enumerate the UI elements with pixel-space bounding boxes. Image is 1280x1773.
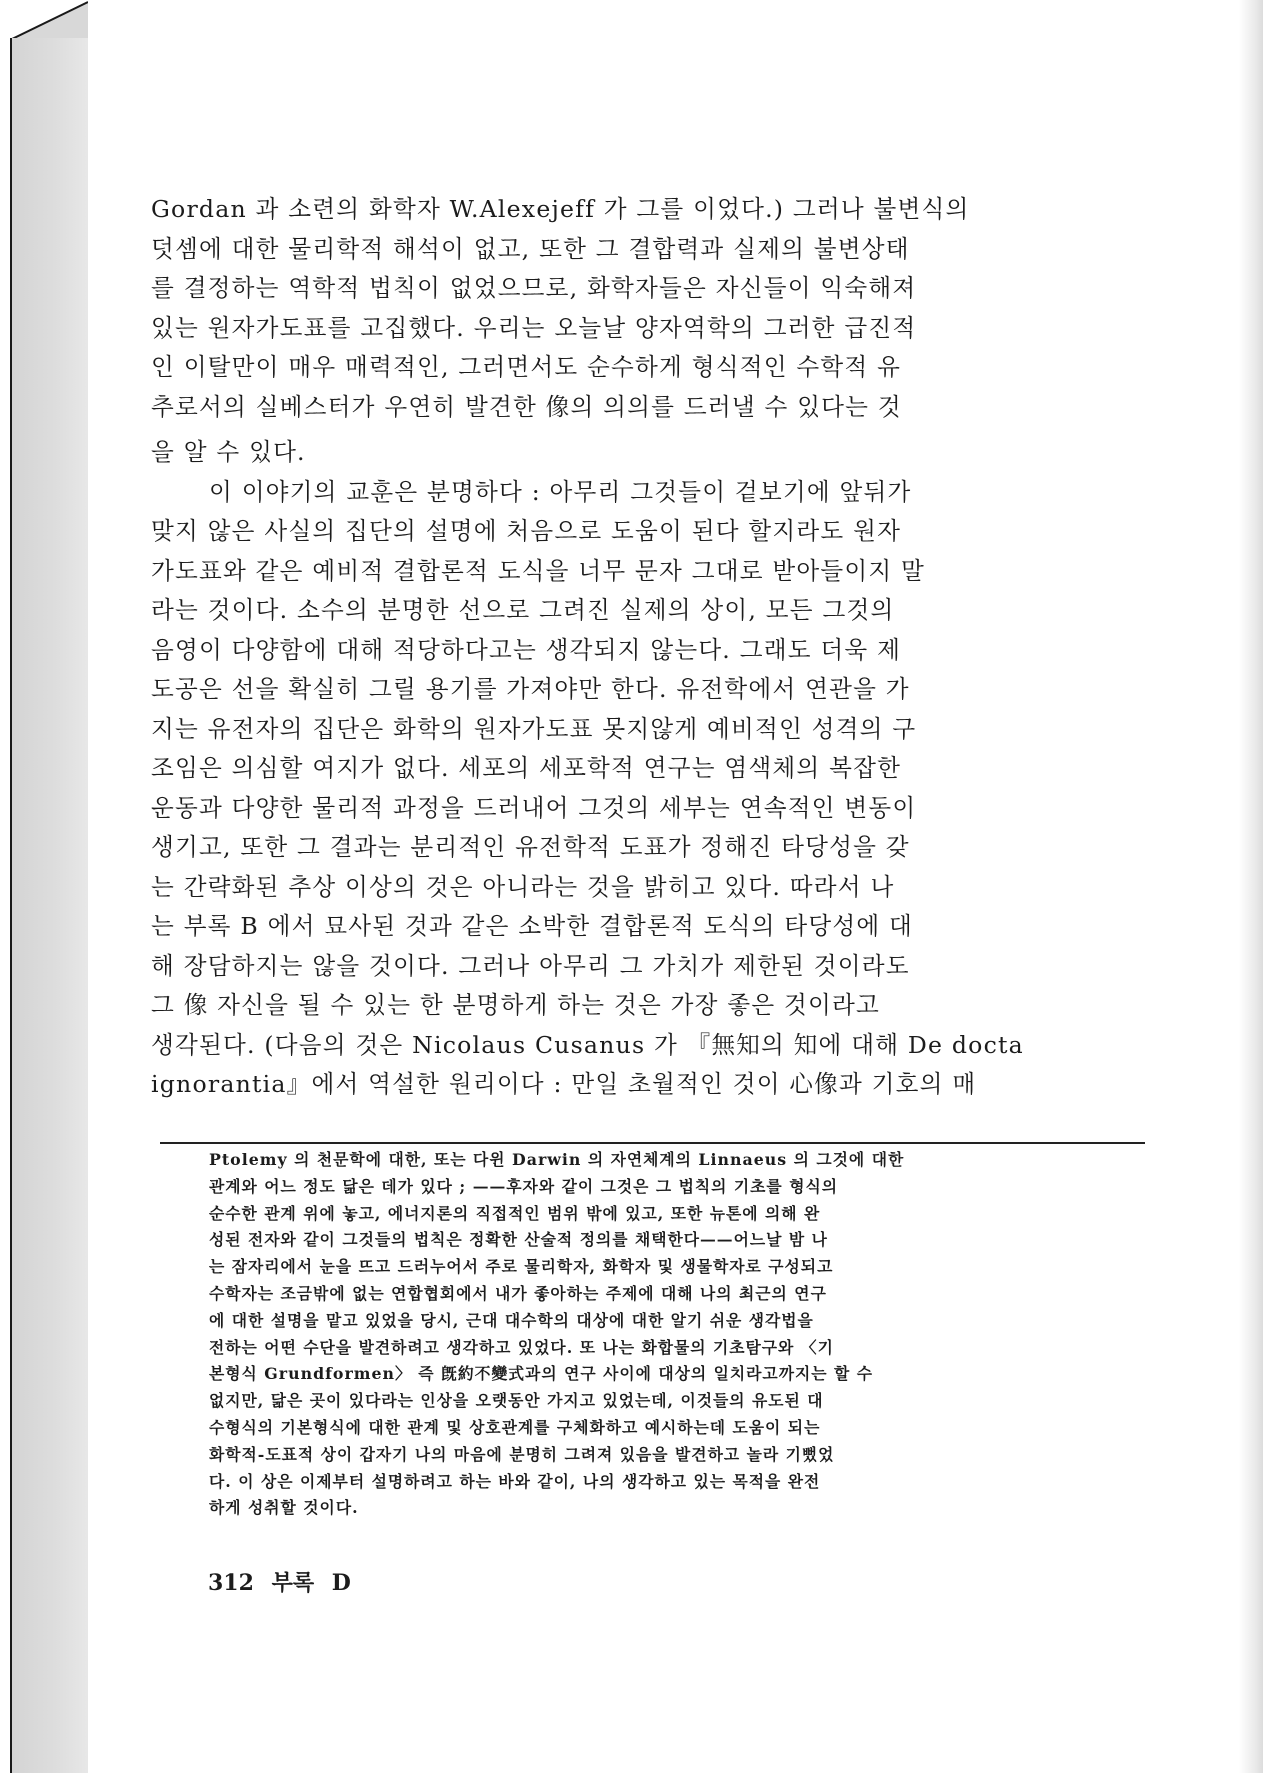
footnote-line: 전하는 어떤 수단을 발견하려고 생각하고 있었다. 또 나는 화합물의 기초탐구와 〈기 [209, 1337, 834, 1357]
body-line: 운동과 다양한 물리적 과정을 드러내어 그것의 세부는 연속적인 변동이 [151, 793, 917, 822]
footnote-line: 수학자는 조금밖에 없는 연합협회에서 내가 좋아하는 주제에 대해 나의 최근의 연구 [209, 1283, 827, 1303]
page-folio [208, 1566, 361, 1597]
footnote-line: 에 대한 설명을 맡고 있었을 당시, 근대 대수학의 대상에 대한 알기 쉬운 생각법을 [209, 1310, 814, 1330]
body-text [151, 190, 1146, 1105]
body-line: 해 장담하지는 않을 것이다. 그러나 아무리 그 가치가 제한된 것이라도 [151, 951, 910, 980]
body-line: 가도표와 같은 예비적 결합론적 도식을 너무 문자 그대로 받아들이지 말 [151, 556, 926, 585]
running-section-label: 부록 [271, 1570, 315, 1596]
body-line: 음영이 다양함에 대해 적당하다고는 생각되지 않는다. 그래도 더욱 제 [151, 635, 902, 664]
book-spine [10, 38, 90, 1773]
body-line: 생각된다. (다음의 것은 Nicolaus Cusanus 가 『無知의 知에 대해 De docta [151, 1030, 1024, 1059]
body-line: 는 간략화된 추상 이상의 것은 아니라는 것을 밝히고 있다. 따라서 나 [151, 872, 895, 901]
body-line: 인 이탈만이 매우 매력적인, 그러면서도 순수하게 형식적인 수학적 유 [151, 353, 902, 381]
page-edge-shadow [1239, 0, 1263, 1773]
body-line: 지는 유전자의 집단은 화학의 원자가도표 못지않게 예비적인 성격의 구 [151, 714, 917, 743]
body-line: 라는 것이다. 소수의 분명한 선으로 그려진 실제의 상이, 모든 그것의 [151, 596, 895, 624]
body-line: 덧셈에 대한 물리학적 해석이 없고, 또한 그 결합력과 실제의 불변상태 [151, 234, 910, 263]
footnote-line: Ptolemy 의 천문학에 대한, 또는 다윈 Darwin 의 자연체계의 Linnaeus 의 그것에 대한 [209, 1150, 905, 1169]
footnote-line: 하게 성취할 것이다. [209, 1498, 359, 1518]
footnote-line: 순수한 관계 위에 놓고, 에너지론의 직접적인 범위 밖에 있고, 또한 뉴톤에 의해 완 [209, 1203, 821, 1223]
body-line: 맞지 않은 사실의 집단의 설명에 처음으로 도움이 된다 할지라도 원자 [151, 517, 902, 545]
body-line: 조임은 의심할 여지가 없다. 세포의 세포학적 연구는 염색체의 복잡한 [151, 754, 902, 782]
body-line: 추로서의 실베스터가 우연히 발견한 像의 의의를 드러낼 수 있다는 것 [151, 392, 902, 421]
body-line: 는 부록 B 에서 묘사된 것과 같은 소박한 결합론적 도식의 타당성에 대 [151, 912, 914, 940]
footnote-line: 본형식 Grundformen〉 즉 旣約不變式과의 연구 사이에 대상의 일치라고까지는 할 수 [209, 1364, 873, 1384]
body-line: 를 결정하는 역학적 법칙이 없었으므로, 화학자들은 자신들이 익숙해져 [151, 274, 917, 302]
footnote-line: 화학적-도표적 상이 갑자기 나의 마음에 분명히 그려져 있음을 발견하고 놀라 기뻤었 [209, 1444, 835, 1464]
book-spine-top [10, 0, 88, 40]
footnote-line: 성된 전자와 같이 그것들의 법칙은 정확한 산술적 정의를 채택한다——어느날 밤 나 [209, 1230, 828, 1250]
footnote-line: 수형식의 기본형식에 대한 관계 및 상호관계를 구체화하고 예시하는데 도움이 되는 [209, 1417, 821, 1437]
footnote-rule [160, 1142, 1145, 1144]
footnote-line: 는 잠자리에서 눈을 뜨고 드러누어서 주로 물리학자, 화학자 및 생물학자로 구성되고 [209, 1257, 834, 1277]
body-line: Gordan 과 소련의 화학자 W.Alexejeff 가 그를 이었다.) 그러나 불변식의 [151, 195, 970, 223]
appendix-letter: D [331, 1570, 351, 1596]
body-line: 도공은 선을 확실히 그릴 용기를 가져야만 한다. 유전학에서 연관을 가 [151, 675, 910, 703]
page-number: 312 [208, 1570, 254, 1596]
footnote-line: 없지만, 닮은 곳이 있다라는 인상을 오랫동안 가지고 있었는데, 이것들의 유도된 대 [209, 1391, 824, 1411]
paragraph-start-line: 이 이야기의 교훈은 분명하다 : 아무리 그것들이 겉보기에 앞뒤가 [209, 477, 912, 506]
footnote-line: 관계와 어느 정도 닮은 데가 있다 ; ——후자와 같이 그것은 그 법칙의 기초를 형식의 [209, 1176, 838, 1196]
body-line: 있는 원자가도표를 고집했다. 우리는 오늘날 양자역학의 그러한 급진적 [151, 313, 917, 342]
footnote-text [209, 1147, 1149, 1522]
body-line: ignorantia』에서 역설한 원리이다 : 만일 초월적인 것이 心像과 기호의 매 [151, 1070, 977, 1098]
body-line: 그 像 자신을 될 수 있는 한 분명하게 하는 것은 가장 좋은 것이라고 [151, 991, 880, 1019]
body-line: 을 알 수 있다. [151, 438, 306, 466]
footnote-line: 다. 이 상은 이제부터 설명하려고 하는 바와 같이, 나의 생각하고 있는 목적을 완전 [209, 1471, 821, 1491]
body-line: 생기고, 또한 그 결과는 분리적인 유전학적 도표가 정해진 타당성을 갖 [151, 833, 910, 861]
